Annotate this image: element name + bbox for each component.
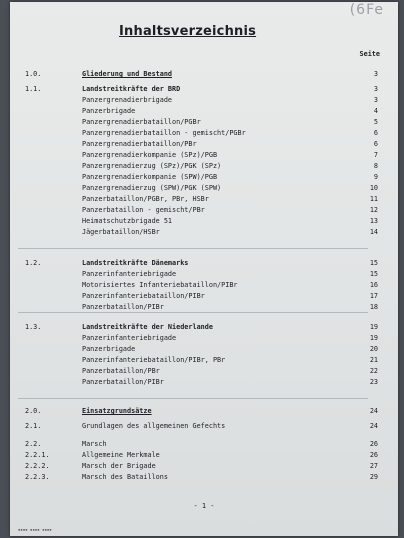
toc-entry [10, 344, 398, 355]
toc-entry-label: Panzerbataillon/PBr [82, 367, 160, 375]
toc-entry-label: Panzergrenadierzug (SPW)/PGK (SPW) [82, 184, 222, 192]
toc-entry-page: 9 [373, 173, 378, 181]
toc-entry [10, 161, 398, 172]
toc-entry [10, 150, 398, 161]
toc-entry-label: Landstreitkräfte der Niederlande [82, 323, 213, 331]
toc-entry [10, 421, 398, 432]
toc-entry-label: Landstreitkräfte Dänemarks [82, 259, 189, 267]
toc-entry-label: Panzergrenadierbrigade [82, 96, 173, 104]
toc-entry [10, 183, 398, 194]
toc-entry-label: Marsch der Brigade [82, 462, 156, 470]
toc-entry-label: Panzerinfanteriebrigade [82, 270, 177, 278]
toc-entry [10, 377, 398, 388]
seite-column-header: Seite [359, 50, 380, 58]
toc-entry-number: 2.2.2. [25, 462, 50, 470]
toc-entry-label: Heimatschutzbrigade 51 [82, 217, 173, 225]
toc-entry-page: 23 [369, 378, 378, 386]
toc-entry-page: 13 [369, 217, 378, 225]
toc-entry-page: 14 [369, 228, 378, 236]
toc-entry-number: 1.0. [25, 70, 42, 78]
toc-entry-label: Panzerbataillon/PGBr, PBr, HSBr [82, 195, 209, 203]
toc-entry-label: Panzerbataillon/PIBr [82, 303, 164, 311]
toc-entry-page: 24 [369, 422, 378, 430]
toc-entry [10, 106, 398, 117]
toc-entry [10, 280, 398, 291]
toc-entry-page: 16 [369, 281, 378, 289]
toc-entry [10, 84, 398, 95]
toc-entry-label: Marsch des Bataillons [82, 473, 168, 481]
toc-entry-label: Panzergrenadierbataillon/PGBr [82, 118, 201, 126]
toc-entry-label: Allgemeine Merkmale [82, 451, 160, 459]
toc-entry-label: Einsatzgrundsätze [82, 407, 152, 415]
page-number-footer: - 1 - [193, 502, 215, 510]
print-mark: ▪▪▪▪ ▪▪▪▪ ▪▪▪▪ [18, 527, 52, 532]
toc-entry-number: 1.3. [25, 323, 42, 331]
toc-entry-page: 21 [369, 356, 378, 364]
toc-entry-page: 17 [369, 292, 378, 300]
toc-entry-number: 1.1. [25, 85, 42, 93]
toc-entry [10, 439, 398, 450]
toc-entry-number: 1.2. [25, 259, 42, 267]
toc-entry [10, 291, 398, 302]
toc-entry-page: 26 [369, 451, 378, 459]
toc-entry [10, 95, 398, 106]
toc-entry-label: Panzerbataillon - gemischt/PBr [82, 206, 205, 214]
toc-entry [10, 216, 398, 227]
page-title: Inhaltsverzeichnis [119, 24, 257, 39]
toc-entry [10, 139, 398, 150]
toc-entry-label: Marsch [82, 440, 107, 448]
toc-entry-page: 19 [369, 323, 378, 331]
toc-entry-page: 3 [373, 85, 378, 93]
section-divider [18, 248, 368, 249]
toc-entry-page: 26 [369, 440, 378, 448]
toc-entry-label: Panzerbrigade [82, 107, 136, 115]
toc-entry [10, 194, 398, 205]
toc-entry-number: 2.1. [25, 422, 42, 430]
toc-entry-label: Panzergrenadierkompanie (SPz)/PGB [82, 151, 218, 159]
toc-entry-page: 5 [373, 118, 378, 126]
toc-entry-label: Landstreitkräfte der BRD [82, 85, 181, 93]
toc-entry [10, 269, 398, 280]
section-divider [18, 312, 368, 313]
toc-entry [10, 461, 398, 472]
document-page [10, 2, 398, 536]
toc-entry [10, 333, 398, 344]
toc-entry-page: 19 [369, 334, 378, 342]
toc-entry [10, 172, 398, 183]
toc-entry-label: Grundlagen des allgemeinen Gefechts [82, 422, 226, 430]
toc-entry [10, 366, 398, 377]
toc-entry-number: 2.2.1. [25, 451, 50, 459]
toc-entry-label: Panzergrenadierbataillon - gemischt/PGBr [82, 129, 246, 137]
toc-entry-page: 7 [373, 151, 378, 159]
toc-entry-number: 2.0. [25, 407, 42, 415]
toc-entry [10, 406, 398, 417]
toc-entry [10, 258, 398, 269]
toc-entry-page: 10 [369, 184, 378, 192]
toc-entry-page: 6 [373, 129, 378, 137]
toc-entry-page: 15 [369, 259, 378, 267]
toc-entry [10, 128, 398, 139]
toc-entry-page: 6 [373, 140, 378, 148]
toc-entry-page: 24 [369, 407, 378, 415]
toc-entry-page: 4 [373, 107, 378, 115]
toc-entry [10, 322, 398, 333]
toc-entry-number: 2.2.3. [25, 473, 50, 481]
toc-entry-page: 8 [373, 162, 378, 170]
handwritten-note: (6Fe [349, 2, 384, 18]
toc-entry [10, 450, 398, 461]
toc-entry [10, 472, 398, 483]
toc-entry-page: 3 [373, 96, 378, 104]
toc-entry-page: 11 [369, 195, 378, 203]
toc-entry-label: Panzergrenadierzug (SPz)/PGK (SPz) [82, 162, 222, 170]
toc-entry [10, 227, 398, 238]
toc-entry-page: 20 [369, 345, 378, 353]
toc-entry-page: 15 [369, 270, 378, 278]
toc-entry [10, 355, 398, 366]
toc-entry-page: 29 [369, 473, 378, 481]
toc-entry-label: Motorisiertes Infanteriebataillon/PIBr [82, 281, 238, 289]
toc-entry-label: Panzergrenadierkompanie (SPW)/PGB [82, 173, 218, 181]
toc-entry-page: 22 [369, 367, 378, 375]
toc-entry-label: Panzerinfanteriebrigade [82, 334, 177, 342]
toc-entry-label: Panzerbataillon/PIBr [82, 378, 164, 386]
toc-entry [10, 69, 398, 80]
toc-entry-label: Panzerinfanteriebataillon/PIBr [82, 292, 205, 300]
toc-entry-number: 2.2. [25, 440, 42, 448]
toc-entry [10, 117, 398, 128]
toc-entry-page: 27 [369, 462, 378, 470]
toc-entry-label: Gliederung und Bestand [82, 70, 173, 78]
section-divider [18, 398, 368, 399]
toc-entry-label: Panzergrenadierbataillon/PBr [82, 140, 197, 148]
toc-entry-label: Jägerbataillon/HSBr [82, 228, 160, 236]
toc-entry-label: Panzerbrigade [82, 345, 136, 353]
toc-entry [10, 205, 398, 216]
toc-entry-page: 3 [373, 70, 378, 78]
toc-entry-page: 18 [369, 303, 378, 311]
toc-entry-page: 12 [369, 206, 378, 214]
toc-entry-label: Panzerinfanteriebataillon/PIBr, PBr [82, 356, 226, 364]
